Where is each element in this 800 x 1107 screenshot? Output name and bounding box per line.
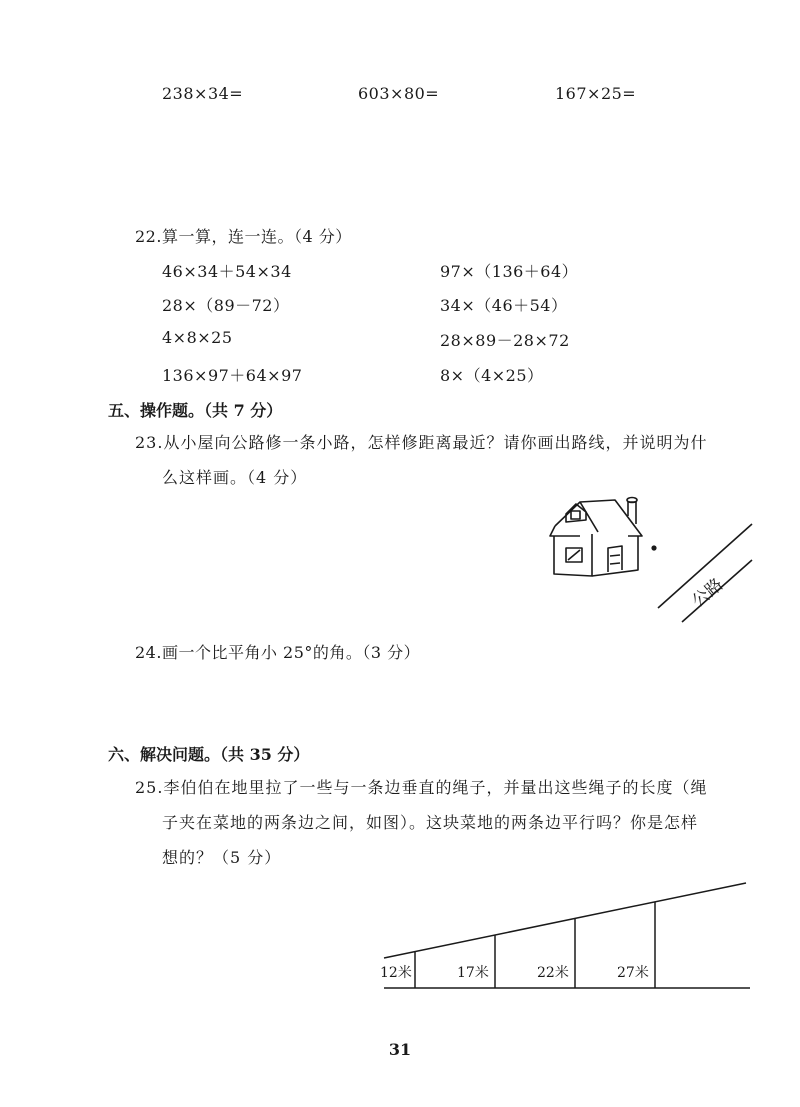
q22-right-expr: 8×（4×25）: [440, 366, 544, 385]
q24-text: 24.画一个比平角小 25°的角。（3 分）: [135, 643, 421, 662]
q25-line3: 想的？（5 分）: [162, 848, 282, 867]
q22-left-expr: 46×34＋54×34: [162, 262, 292, 281]
section5-title: 五、操作题。（共 7 分）: [108, 401, 283, 420]
section6-title: 六、解决问题。（共 35 分）: [108, 745, 310, 764]
field-sloped-edge: [384, 883, 746, 958]
q22-title: 22.算一算，连一连。（4 分）: [135, 227, 352, 246]
q23-line2: 么这样画。（4 分）: [162, 468, 308, 487]
q25-line2: 子夹在菜地的两条边之间，如图）。这块菜地的两条边平行吗？你是怎样: [162, 813, 699, 832]
q25-line1: 25.李伯伯在地里拉了一些与一条边垂直的绳子，并量出这些绳子的长度（绳: [135, 778, 708, 797]
road-label: 公路: [688, 574, 728, 612]
top-problem-2: 603×80=: [358, 84, 440, 103]
q23-line1: 23.从小屋向公路修一条小路，怎样修距离最近？请你画出路线，并说明为什: [135, 433, 708, 452]
q22-left-expr: 136×97＋64×97: [162, 366, 303, 385]
top-problem-3: 167×25=: [555, 84, 637, 103]
q22-right-expr: 28×89－28×72: [440, 331, 570, 350]
top-problem-1: 238×34=: [162, 84, 244, 103]
rope-length-label: 22米: [537, 965, 569, 981]
rope-length-label: 17米: [457, 965, 489, 981]
q22-left-expr: 28×（89－72）: [162, 296, 290, 315]
q22-right-expr: 34×（46＋54）: [440, 296, 568, 315]
q22-right-expr: 97×（136＋64）: [440, 262, 579, 281]
rope-length-label: 12米: [380, 965, 412, 981]
rope-length-label: 27米: [617, 965, 649, 981]
q22-left-expr: 4×8×25: [162, 328, 233, 347]
page-number: 31: [388, 1040, 412, 1059]
